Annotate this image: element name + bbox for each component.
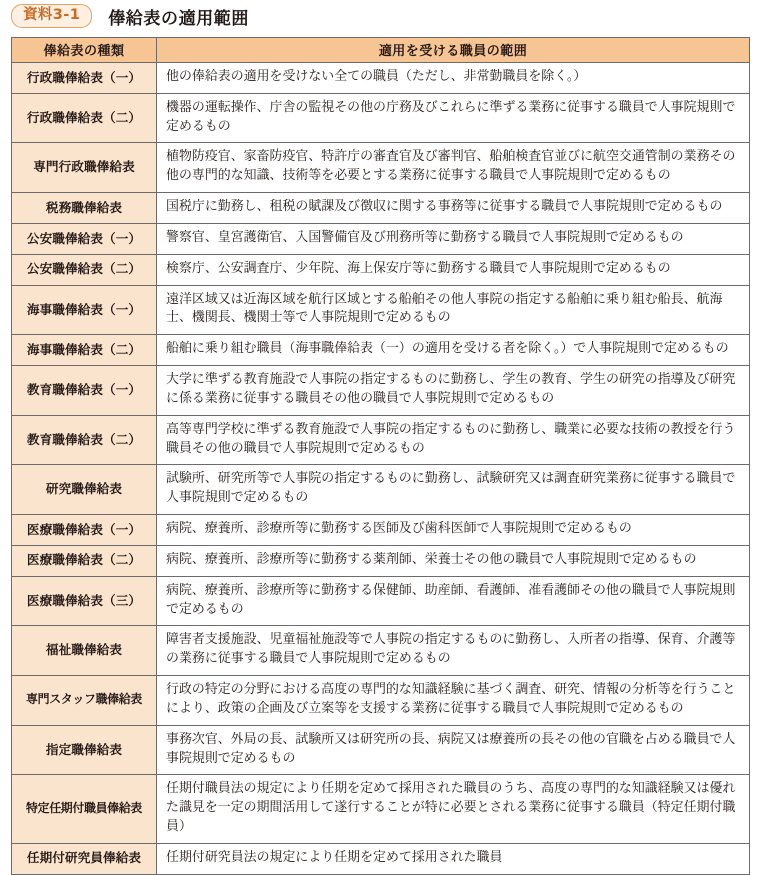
cell-applicable-scope: 障害者支援施設、児童福祉施設等で人事院の指定するものに勤務し、入所者の指導、保育、介護等の業務に従事する職員で人事院規則で定めるもの xyxy=(157,626,750,676)
cell-applicable-scope: 病院、療養所、診療所等に勤務する保健師、助産師、看護師、准看護師その他の職員で人事院規則で定めるもの xyxy=(157,576,750,626)
cell-salary-table-kind: 公安職俸給表（一） xyxy=(12,223,157,254)
cell-salary-table-kind: 専門スタッフ職俸給表 xyxy=(12,676,157,726)
table-row xyxy=(12,193,750,224)
document-heading xyxy=(0,0,760,32)
table-row xyxy=(12,843,750,874)
table-row xyxy=(12,515,750,546)
table-header xyxy=(12,38,750,63)
salary-table-container xyxy=(11,37,749,875)
cell-salary-table-kind: 行政職俸給表（一） xyxy=(12,63,157,94)
table-header-row xyxy=(12,38,750,63)
table-row xyxy=(12,545,750,576)
cell-salary-table-kind: 医療職俸給表（三） xyxy=(12,576,157,626)
column-header-kind: 俸給表の種類 xyxy=(12,38,157,63)
cell-applicable-scope: 植物防疫官、家畜防疫官、特許庁の審査官及び審判官、船舶検査官並びに航空交通管制の業務その他の専門的な知識、技術等を必要とする業務に従事する職員で人事院規則で定めるもの xyxy=(157,143,750,193)
cell-applicable-scope: 任期付職員法の規定により任期を定めて採用された職員のうち、高度の専門的な知識経験又は優れた識見を一定の期間活用して遂行することが特に必要とされる業務に従事する職員（特定任期付職員） xyxy=(157,775,750,843)
cell-salary-table-kind: 特定任期付職員俸給表 xyxy=(12,775,157,843)
cell-applicable-scope: 警察官、皇宮護衛官、入国警備官及び刑務所等に勤務する職員で人事院規則で定めるもの xyxy=(157,223,750,254)
salary-scope-table xyxy=(11,37,750,875)
table-row xyxy=(12,725,750,775)
cell-applicable-scope: 機器の運転操作、庁舎の監視その他の庁務及びこれらに準ずる業務に従事する職員で人事院規則で定めるもの xyxy=(157,93,750,143)
table-row xyxy=(12,335,750,366)
table-row xyxy=(12,676,750,726)
cell-salary-table-kind: 指定職俸給表 xyxy=(12,725,157,775)
table-row xyxy=(12,366,750,416)
table-row xyxy=(12,415,750,465)
page-title: 俸給表の適用範囲 xyxy=(108,8,250,29)
cell-applicable-scope: 任期付研究員法の規定により任期を定めて採用された職員 xyxy=(157,843,750,874)
cell-applicable-scope: 事務次官、外局の長、試験所又は研究所の長、病院又は療養所の長その他の官職を占める職員で人事院規則で定めるもの xyxy=(157,725,750,775)
document-number-badge: 資料3-1 xyxy=(11,4,92,28)
cell-salary-table-kind: 税務職俸給表 xyxy=(12,193,157,224)
cell-applicable-scope: 高等専門学校に準ずる教育施設で人事院の指定するものに勤務し、職業に必要な技術の教授を行う職員その他の職員で人事院規則で定めるもの xyxy=(157,415,750,465)
cell-salary-table-kind: 海事職俸給表（二） xyxy=(12,335,157,366)
cell-salary-table-kind: 教育職俸給表（一） xyxy=(12,366,157,416)
table-row xyxy=(12,465,750,515)
table-row xyxy=(12,93,750,143)
cell-salary-table-kind: 専門行政職俸給表 xyxy=(12,143,157,193)
cell-applicable-scope: 遠洋区域又は近海区域を航行区域とする船舶その他人事院の指定する船舶に乗り組む船長、航海士、機関長、機関士等で人事院規則で定めるもの xyxy=(157,285,750,335)
table-row xyxy=(12,223,750,254)
table-row xyxy=(12,626,750,676)
cell-applicable-scope: 試験所、研究所等で人事院の指定するものに勤務し、試験研究又は調査研究業務に従事する職員で人事院規則で定めるもの xyxy=(157,465,750,515)
cell-salary-table-kind: 行政職俸給表（二） xyxy=(12,93,157,143)
table-row xyxy=(12,576,750,626)
cell-applicable-scope: 行政の特定の分野における高度の専門的な知識経験に基づく調査、研究、情報の分析等を行うことにより、政策の企画及び立案等を支援する業務に従事する職員で人事院規則で定めるもの xyxy=(157,676,750,726)
cell-applicable-scope: 大学に準ずる教育施設で人事院の指定するものに勤務し、学生の教育、学生の研究の指導及び研究に係る業務に従事する職員その他の職員で人事院規則で定めるもの xyxy=(157,366,750,416)
cell-salary-table-kind: 任期付研究員俸給表 xyxy=(12,843,157,874)
cell-salary-table-kind: 医療職俸給表（一） xyxy=(12,515,157,546)
cell-salary-table-kind: 教育職俸給表（二） xyxy=(12,415,157,465)
cell-salary-table-kind: 医療職俸給表（二） xyxy=(12,545,157,576)
cell-salary-table-kind: 福祉職俸給表 xyxy=(12,626,157,676)
cell-salary-table-kind: 研究職俸給表 xyxy=(12,465,157,515)
cell-applicable-scope: 病院、療養所、診療所等に勤務する医師及び歯科医師で人事院規則で定めるもの xyxy=(157,515,750,546)
table-row xyxy=(12,254,750,285)
cell-applicable-scope: 国税庁に勤務し、租税の賦課及び徴収に関する事務等に従事する職員で人事院規則で定めるもの xyxy=(157,193,750,224)
column-header-scope: 適用を受ける職員の範囲 xyxy=(157,38,750,63)
cell-applicable-scope: 病院、療養所、診療所等に勤務する薬剤師、栄養士その他の職員で人事院規則で定めるもの xyxy=(157,545,750,576)
cell-applicable-scope: 船舶に乗り組む職員（海事職俸給表（一）の適用を受ける者を除く。）で人事院規則で定めるもの xyxy=(157,335,750,366)
cell-salary-table-kind: 海事職俸給表（一） xyxy=(12,285,157,335)
table-row xyxy=(12,63,750,94)
table-body xyxy=(12,63,750,875)
table-row xyxy=(12,285,750,335)
cell-applicable-scope: 他の俸給表の適用を受けない全ての職員（ただし、非常勤職員を除く。） xyxy=(157,63,750,94)
table-row xyxy=(12,775,750,843)
table-row xyxy=(12,143,750,193)
cell-applicable-scope: 検察庁、公安調査庁、少年院、海上保安庁等に勤務する職員で人事院規則で定めるもの xyxy=(157,254,750,285)
cell-salary-table-kind: 公安職俸給表（二） xyxy=(12,254,157,285)
